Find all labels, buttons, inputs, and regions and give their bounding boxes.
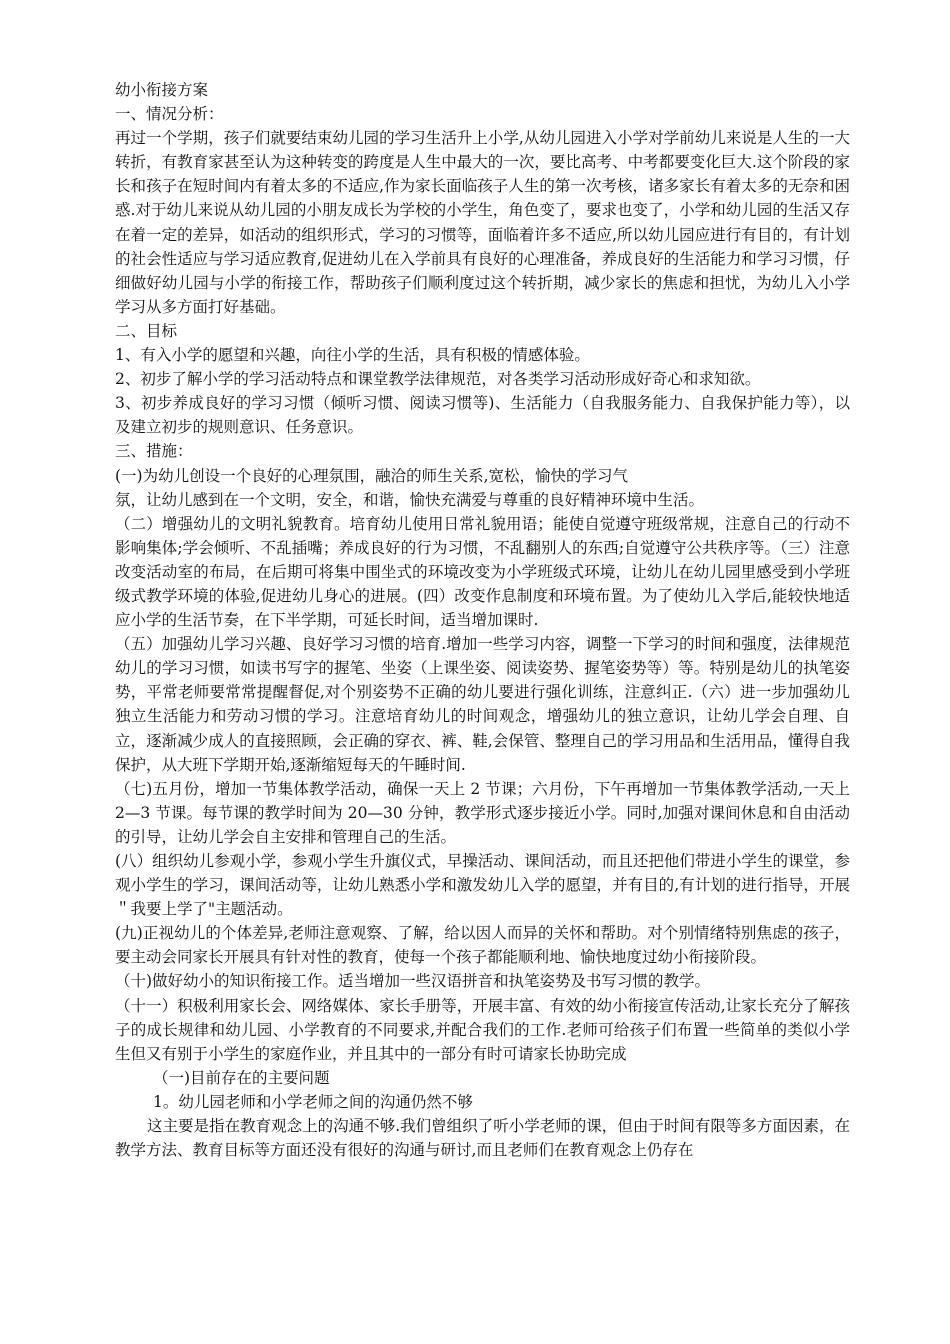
document-page: [115, 78, 850, 1162]
section-heading-measures: 三、措施：: [115, 442, 193, 461]
measure-1-line-1: (一)为幼儿创设一个良好的心理氛围，融洽的师生关系,宽松，愉快的学习气: [115, 466, 629, 485]
measure-10: （十)做好幼小的知识衔接工作。适当增加一些汉语拼音和执笔姿势及书写习惯的教学。: [115, 972, 711, 991]
measure-8: (八）组织幼儿参观小学，参观小学生升旗仪式，早操活动、课间活动，而且还把他们带进小学生的课堂，参观小学生的学习，课间活动等，让幼儿熟悉小学和激发幼儿入学的愿望，并有目的,有计划的进行指导，开展＂我要上学了"主题活动。: [115, 852, 850, 919]
measure-1-line-2: 氛，让幼儿感到在一个文明，安全，和谐，愉快充满爱与尊重的良好精神环境中生活。: [115, 490, 705, 509]
document-title: 幼小衔接方案: [115, 81, 209, 99]
measure-9: (九)正视幼儿的个体差异,老师注意观察、了解，给以因人而异的关怀和帮助。对个别情绪特别焦虑的孩子，要主动会同家长开展具有针对性的教育，使每一个孩子都能顺利地、愉快地度过幼小衔接阶段。: [115, 924, 850, 967]
goal-item-1: 1、有入小学的愿望和兴趣，向往小学的生活，具有积极的情感体验。: [115, 346, 590, 365]
subheading-current-problems: （一)目前存在的主要问题: [153, 1068, 330, 1087]
problem-item-1: 1。幼儿园老师和小学老师之间的沟通仍然不够: [153, 1092, 473, 1111]
goal-item-2: 2、初步了解小学的学习活动特点和课堂教学法律规范，对各类学习活动形成好奇心和求知欲。: [115, 370, 761, 389]
problem-item-1-detail: 这主要是指在教育观念上的沟通不够.我们曾组织了听小学老师的课，但由于时间有限等多方面因素，在教学方法、教育目标等方面还没有很好的沟通与研讨,而且老师们在教育观念上仍存在: [115, 1117, 850, 1160]
measure-11: （十一）积极利用家长会、网络媒体、家长手册等，开展丰富、有效的幼小衔接宣传活动,让家长充分了解孩子的成长规律和幼儿园、小学教育的不同要求,并配合我们的工作.老师可给孩子们布置一些简单的类似小学生但又有别于小学生的家庭作业，并且其中的一部分有时可请家长协助完成: [115, 996, 850, 1063]
measures-5-6: （五）加强幼儿学习兴趣、良好学习习惯的培育.增加一些学习内容，调整一下学习的时间和强度，法律规范幼儿的学习习惯，如读书写字的握笔、坐姿（上课坐姿、阅读姿势、握笔姿势等）等。特别是幼儿的执笔姿势，平常老师要常常提醒督促,对个别姿势不正确的幼儿要进行强化训练，注意纠正.（六）进一步加强幼儿独立生活能力和劳动习惯的学习。注意培育幼儿的时间观念，增强幼儿的独立意识，让幼儿学会自理、自立，逐渐减少成人的直接照顾，会正确的穿衣、裤、鞋,会保管、整理自己的学习用品和生活用品，懂得自我保护，从大班下学期开始,逐渐缩短每天的午睡时间.: [115, 635, 850, 774]
measures-2-4: （二）增强幼儿的文明礼貌教育。培育幼儿使用日常礼貌用语；能使自觉遵守班级常规，注意自己的行动不影响集体;学会倾听、不乱插嘴；养成良好的行为习惯，不乱翻别人的东西;自觉遵守公共秩序等。（三）注意改变活动室的布局，在后期可将集中围坐式的环境改变为小学班级式环境，让幼儿在幼儿园里感受到小学班级式教学环境的体验,促进幼儿身心的进展。(四）改变作息制度和环境布置。为了使幼儿入学后,能较快地适应小学的生活节奏，在下半学期，可延长时间，适当增加课时.: [115, 514, 850, 630]
goal-item-3: 3、初步养成良好的学习习惯（倾听习惯、阅读习惯等)、生活能力（自我服务能力、自我保护能力等），以及建立初步的规则意识、任务意识。: [115, 394, 850, 437]
section-heading-situation: 一、情况分析：: [115, 105, 224, 124]
paragraph-situation: 再过一个学期，孩子们就要结束幼儿园的学习生活升上小学,从幼儿园进入小学对学前幼儿来说是人生的一大转折，有教育家甚至认为这种转变的跨度是人生中最大的一次，要比高考、中考都要变化巨大.这个阶段的家长和孩子在短时间内有着太多的不适应,作为家长面临孩子人生的第一次考核，诸多家长有着太多的无奈和困惑.对于幼儿来说从幼儿园的小朋友成长为学校的小学生，角色变了，要求也变了，小学和幼儿园的生活又存在着一定的差异，如活动的组织形式，学习的习惯等，面临着许多不适应,所以幼儿园应进行有目的，有计划的社会性适应与学习适应教育,促进幼儿在入学前具有良好的心理准备，养成良好的生活能力和学习习惯，仔细做好幼儿园与小学的衔接工作，帮助孩子们顺利度过这个转折期，减少家长的焦虑和担忧，为幼儿入小学学习从多方面打好基础。: [115, 129, 850, 316]
section-heading-goals: 二、目标: [115, 321, 178, 340]
measure-7: （七)五月份，增加一节集体教学活动，确保一天上 2 节课；六月份，下午再增加一节集体教学活动,一天上 2—3 节课。每节课的教学时间为 20—30 分钟，教学形式逐步接近小学。同时,加强对课间休息和自由活动的引导，让幼儿学会自主安排和管理自己的生活。: [115, 779, 850, 846]
